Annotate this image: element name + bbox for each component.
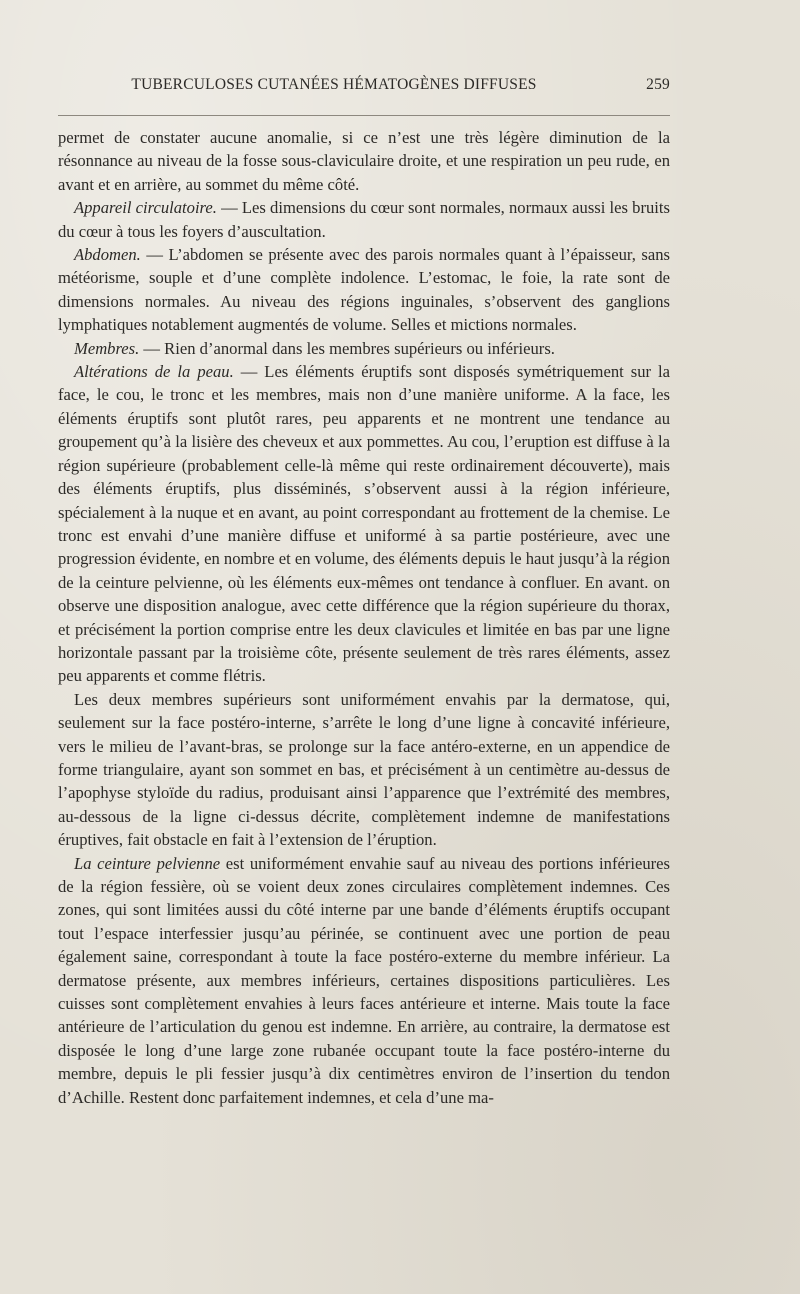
paragraph-text: — Rien d’anormal dans les membres supérieurs ou inférieurs.: [139, 338, 555, 358]
paragraph-text: — Les éléments éruptifs sont disposés symétriquement sur la face, le cou, le tronc et les membres, mais non d’une manière uniforme. A la face, les éléments éruptifs sont plutôt rares, peu apparents et ne montrent une tendance au groupement qu’à la lisière des cheveux et aux pommettes. Au cou, l’eruption est diffuse à la région supérieure (probablement celle-là même qui reste ordinairement découverte), mais des éléments éruptifs, plus disséminés, s’observent aussi à la région inférieure, spécialement à la nuque et en avant, au point correspondant au frottement de la chemise. Le tronc est envahi d’une manière diffuse et uniformé à sa partie postérieure, avec une progression évidente, en nombre et en volume, des éléments depuis le haut jusqu’à la région de la ceinture pelvienne, où les éléments eux-mêmes ont tendance à confluer. En avant. on observe une disposition analogue, avec cette différence que la région supérieure du thorax, et précisément la portion comprise entre les deux clavicules et limitée en bas par une ligne horizontale passant par la troisième côte, présente seulement de très rares éléments, assez peu apparents et comme flétris.: [58, 362, 670, 686]
paragraph-respiration: [58, 126, 670, 196]
paragraph-text: permet de constater aucune anomalie, si ce n’est une très légère diminution de la résonnance au niveau de la fosse sous-claviculaire droite, et une respiration un peu rude, en avant et en arrière, au sommet du même côté.: [58, 128, 670, 194]
header-rule: [58, 115, 670, 116]
paragraph-text: Les deux membres supérieurs sont uniformément envahis par la dermatose, qui, seulement sur la face postéro-interne, s’arrête le long d’une ligne à concavité inférieure, vers le milieu de l’avant-bras, se prolonge sur la face antéro-externe, en un appendice de forme triangulaire, ayant son sommet en bas, et précisément à un centimètre au-dessus de l’apophyse styloïde du radius, produisant ainsi l’apparence que l’extrémité des membres, au-dessous de la ligne ci-dessus décrite, complètement indemne de manifestations éruptives, fait obstacle en fait à l’extension de l’éruption.: [58, 689, 670, 850]
paragraph-text: est uniformément envahie sauf au niveau des portions inférieures de la région fessière, où se voient deux zones circulaires complètement indemnes. Ces zones, qui sont limitées aussi du côté interne par une bande d’éléments éruptifs occupant tout l’espace interfessier jusqu’au périnée, se continuent avec une portion de peau également saine, correspondant à toute la face postéro-externe du membre inférieur. La dermatose présente, aux membres inférieurs, certaines dispositions particulières. Les cuisses sont complètement envahies à leurs faces antérieure et interne. Mais toute la face antérieure de l’articulation du genou est indemne. En arrière, au contraire, la dermatose est disposée le long d’une large zone rubanée occupant toute la face postéro-interne du membre, depuis le pli fessier jusqu’à dix centimètres environ de l’insertion du tendon d’Achille. Restent donc parfaitement indemnes, et cela d’une ma-: [58, 853, 670, 1107]
paragraph-pelvic-belt: [58, 852, 670, 1109]
paragraph-abdomen: [58, 243, 670, 337]
paragraph-circulatory: [58, 196, 670, 243]
paragraph-upper-limbs: [58, 688, 670, 852]
paragraph-lead: Appareil circulatoire.: [74, 198, 217, 218]
paragraph-lead: Abdomen.: [74, 245, 141, 265]
paragraph-limbs: [58, 337, 670, 360]
paragraph-lead: Altérations de la peau.: [74, 362, 234, 382]
page-number: 259: [646, 76, 670, 93]
paragraph-lead: La ceinture pelvienne: [74, 853, 221, 873]
paragraph-text: — L’abdomen se présente avec des parois normales quant à l’épaisseur, sans météorisme, souple et d’une complète indolence. L’estomac, le foie, la rate sont de dimensions normales. Au niveau des régions inguinales, s’observent des ganglions lymphatiques notablement augmentés de volume. Selles et mictions normales.: [58, 245, 670, 335]
paragraph-skin: [58, 360, 670, 688]
running-title: TUBERCULOSES CUTANÉES HÉMATOGÈNES DIFFUSES: [131, 76, 537, 93]
running-header: [58, 76, 670, 100]
paragraph-text: — Les dimensions du cœur sont normales, normaux aussi les bruits du cœur à tous les foyers d’auscultation.: [58, 198, 670, 241]
paragraph-lead: Membres.: [74, 338, 140, 358]
body-text: [58, 126, 670, 1109]
